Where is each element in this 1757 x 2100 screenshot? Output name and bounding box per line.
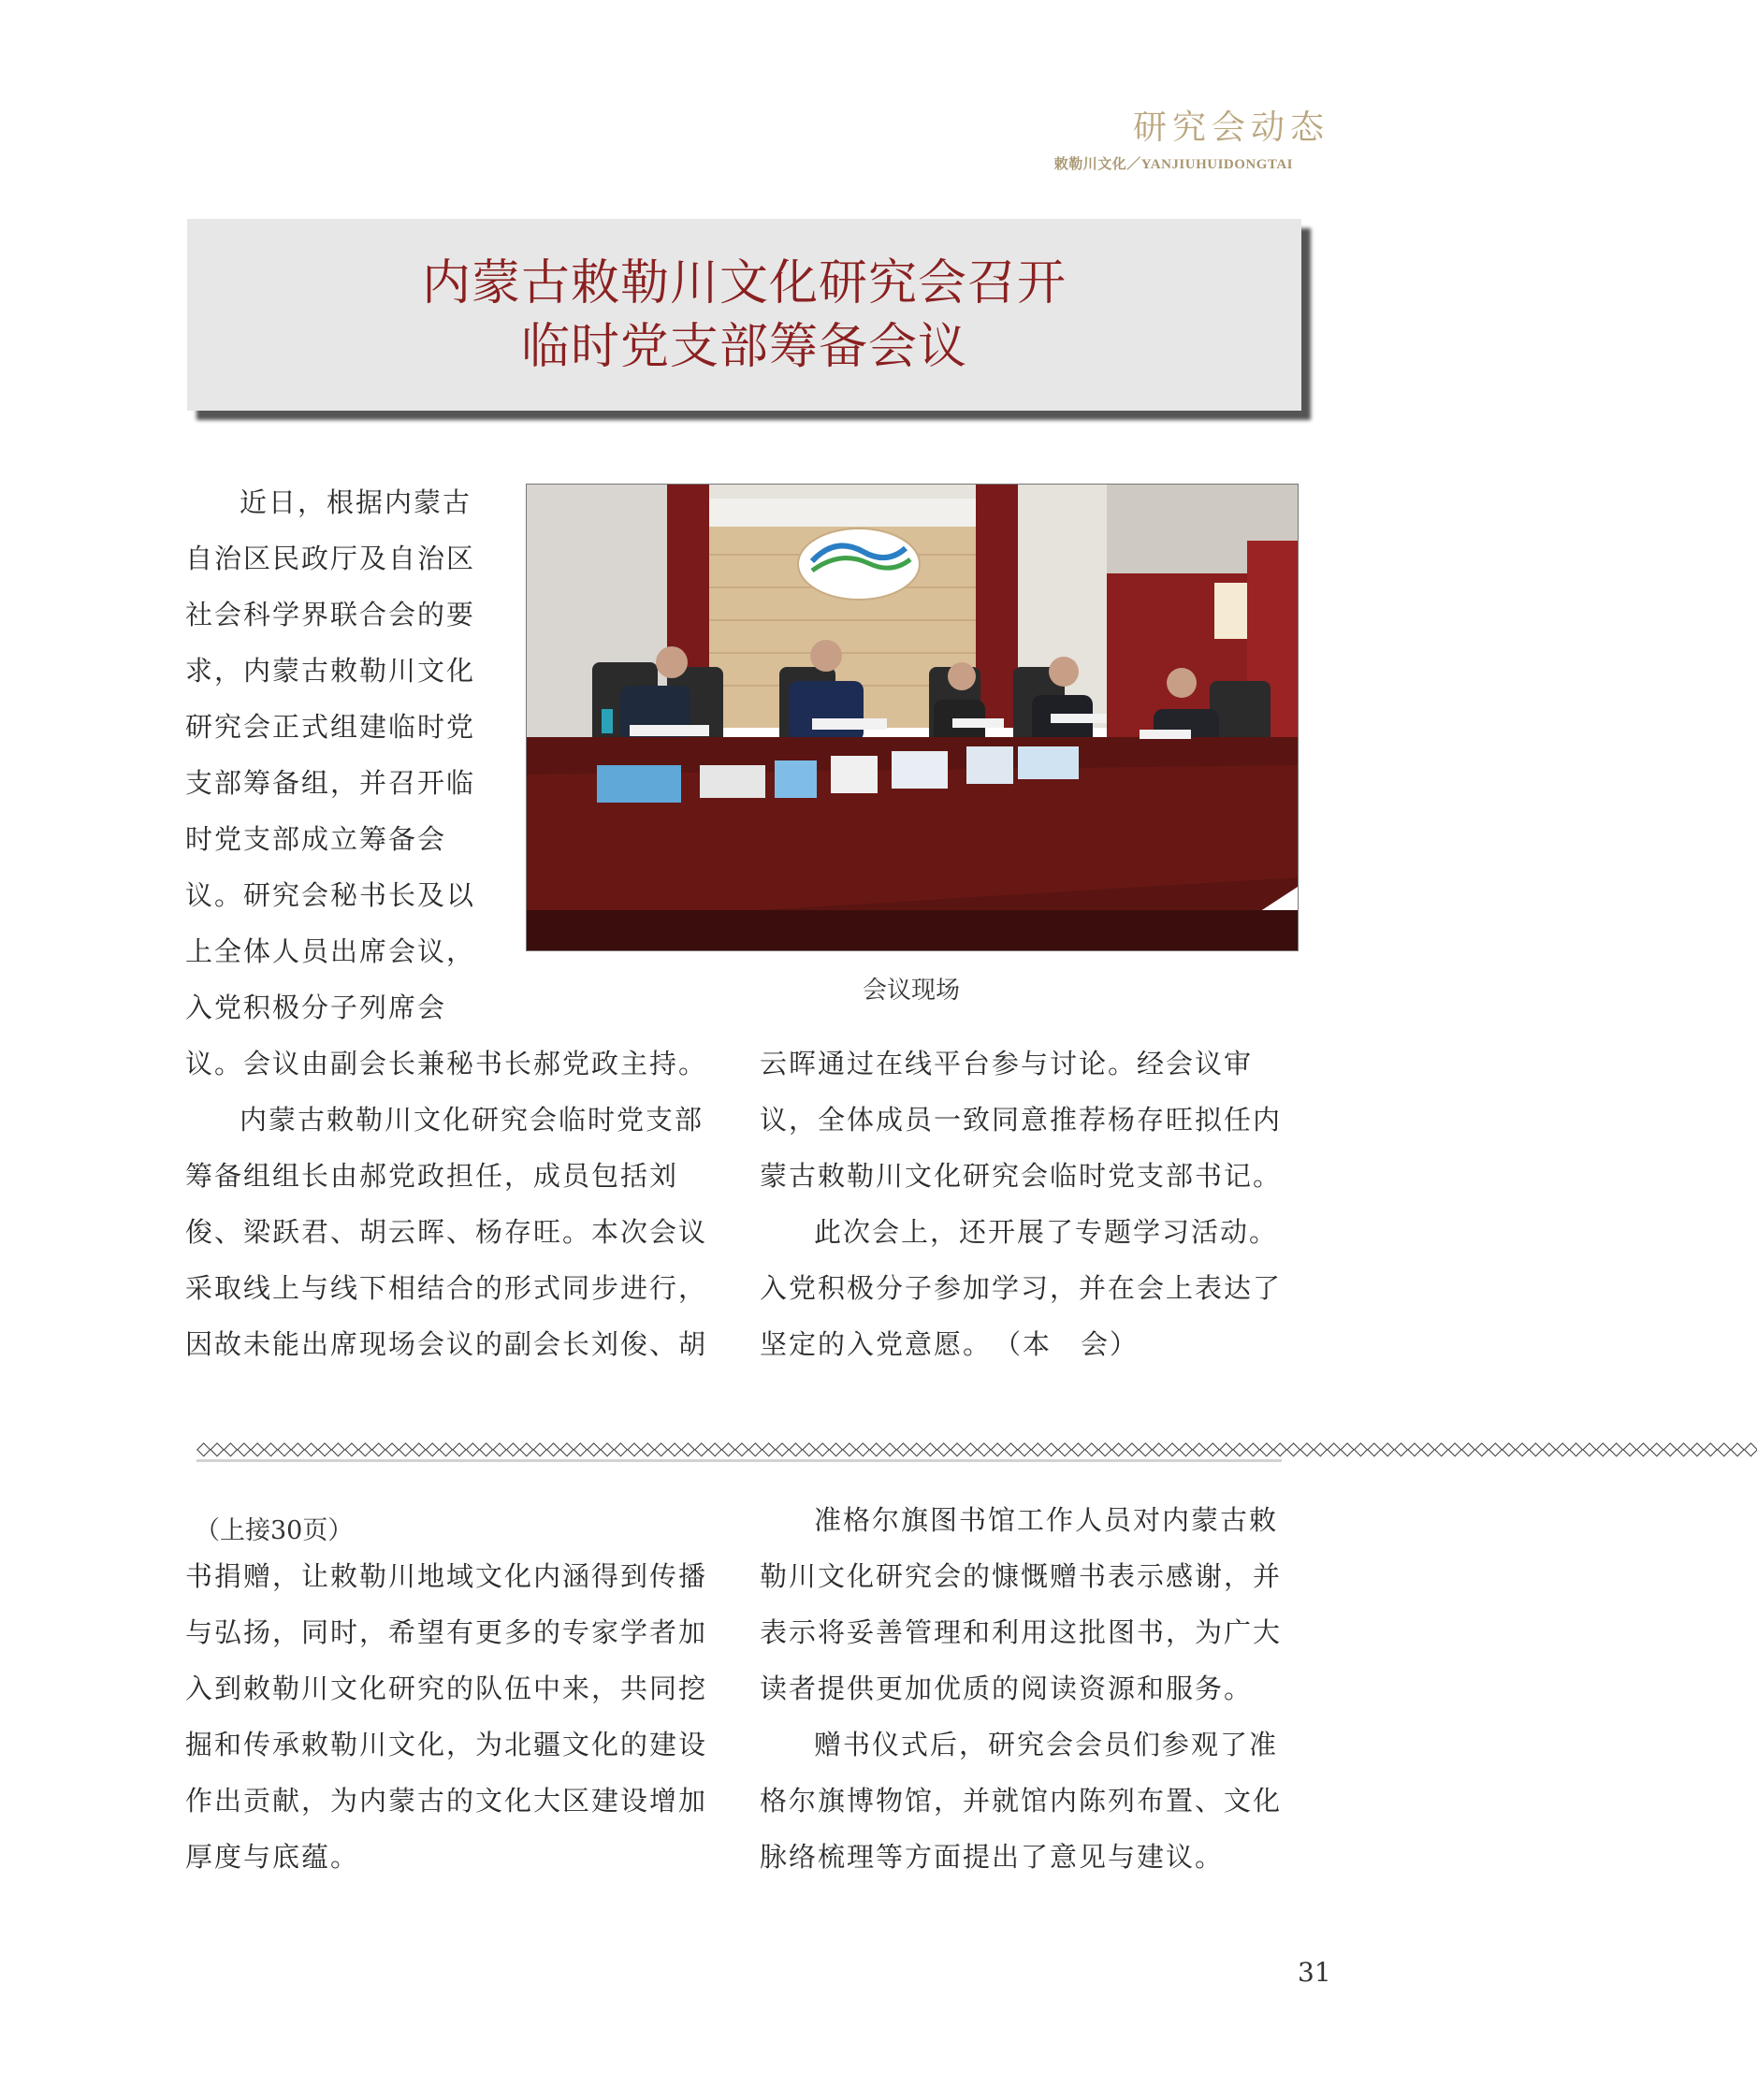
article-paragraph-2: 内蒙古敕勒川文化研究会临时党支部筹备组组长由郝党政担任，成员包括刘俊、梁跃君、胡云晖、杨存旺。本次会议采取线上与线下相结合的形式同步进行，因故未能出席现场会议的副会长刘俊、胡 — [185, 1104, 708, 1360]
continued-right-paragraph-2: 赠书仪式后，研究会会员们参观了准格尔旗博物馆，并就馆内陈列布置、文化脉络梳理等方面提出了意见与建议。 — [760, 1729, 1283, 1873]
article-paragraph-2-continued: 云晖通过在线平台参与讨论。经会议审议，全体成员一致同意推荐杨存旺拟任内蒙古敕勒川文化研究会临时党支部书记。 — [760, 1048, 1283, 1192]
article-paragraph-3: 此次会上，还开展了专题学习活动。入党积极分子参加学习，并在会上表达了坚定的入党意愿。 （本 会） — [760, 1216, 1283, 1360]
article-intro-paragraph: 近日，根据内蒙古自治区民政厅及自治区社会科学界联合会的要求，内蒙古敕勒川文化研究会正式组建临时党支部筹备组，并召开临时党支部成立筹备会议。研究会秘书长及以上全体人员出席会议，入党积极分子列席会 — [185, 486, 476, 1023]
page-number: 31 — [1298, 1957, 1331, 1988]
section-title: 研究会动态 — [1132, 109, 1329, 147]
continued-from-label: （上接30页） — [195, 1516, 354, 1545]
continued-right-paragraph-1: 准格尔旗图书馆工作人员对内蒙古敕勒川文化研究会的慷慨赠书表示感谢，并表示将妥善管理和利用这批图书，为广大读者提供更加优质的阅读资源和服务。 — [760, 1504, 1283, 1704]
article-title-line-2: 临时党支部筹备会议 — [520, 318, 967, 375]
photo-caption: 会议现场 — [862, 977, 960, 1005]
article-title-line-1: 内蒙古敕勒川文化研究会召开 — [421, 254, 1067, 311]
continued-left-text: 书捐赠，让敕勒川地域文化内涵得到传播与弘扬，同时，希望有更多的专家学者加入到敕勒川文化研究的队伍中来，共同挖掘和传承敕勒川文化，为北疆文化的建设作出贡献，为内蒙古的文化大区建设增加厚度与底蕴。 — [185, 1560, 708, 1873]
meeting-photo — [526, 484, 1299, 951]
section-subtitle: 敕勒川文化／YANJIUHUIDONGTAI — [1053, 157, 1293, 172]
article-intro-tail: 议。会议由副会长兼秘书长郝党政主持。 — [185, 1048, 708, 1079]
section-divider: ◇◇◇◇◇◇◇◇◇◇◇◇◇◇◇◇◇◇◇◇◇◇◇◇◇◇◇◇◇◇◇◇◇◇◇◇◇◇◇◇◇◇◇◇◇◇◇◇◇◇◇◇◇◇◇◇◇◇◇◇◇◇◇◇◇◇◇◇◇◇◇◇◇◇◇◇◇◇◇◇◇◇◇◇◇◇◇◇◇◇◇◇◇◇◇◇◇◇◇◇◇◇◇◇◇◇◇◇◇◇◇◇◇◇◇◇ — [196, 1439, 1282, 1462]
article-title-box — [187, 219, 1301, 411]
